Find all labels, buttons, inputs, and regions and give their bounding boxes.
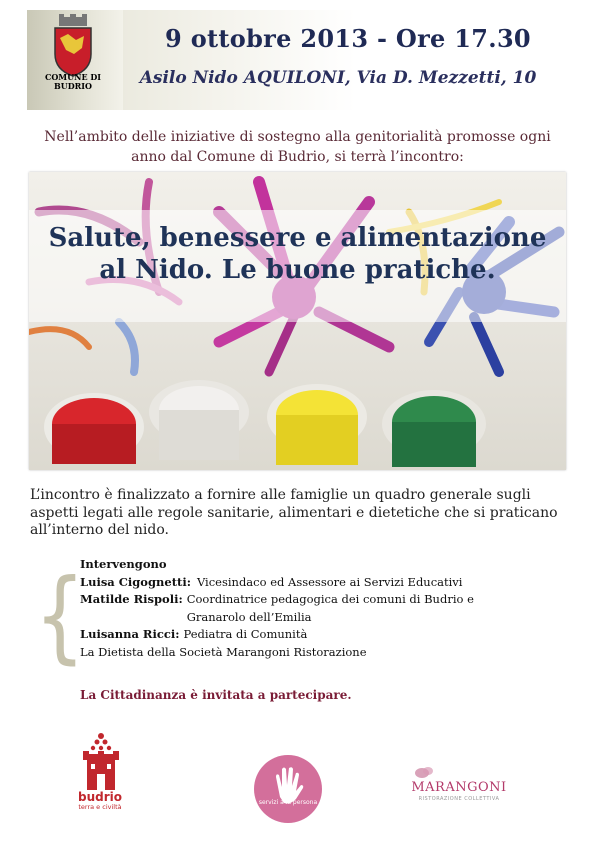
brace-decoration: { [34,557,86,674]
speaker-role: Vicesindaco ed Assessore ai Servizi Educativi [196,574,463,589]
event-venue: Asilo Nido AQUILONI, Via D. Mezzetti, 10 [139,68,537,88]
intro-text: Nell’ambito delle iniziative di sostegno alla genitorialità promosse ogni anno dal Comune di Budrio, si terrà l’incontro: [44,129,551,165]
banner-image [29,172,566,470]
speaker-row [80,574,560,592]
speakers-heading: Intervengono [80,557,167,571]
event-date-time: 9 ottobre 2013 - Ore 17.30 [165,24,531,53]
crest-label: COMUNE DI BUDRIO [44,72,102,91]
servizi-persona-logo [254,755,322,823]
event-title-line1: Salute, benessere e alimentazione [48,223,547,253]
speaker-role: La Dietista della Società Marangoni Ristorazione [80,644,367,659]
speaker-row [80,644,560,662]
event-title-line2: al Nido. Le buone pratiche. [99,255,496,285]
hand-icon [254,755,322,823]
servizi-logo-text: servizi a la persona [258,799,318,806]
speaker-role: Coordinatrice pedagogica dei comuni di Budrio e Granarolo dell’Emilia [186,592,474,624]
marangoni-logo-text: MARANGONI [411,780,507,795]
speaker-name: Luisa Cigognetti: [80,574,191,589]
speaker-role: Pediatra di Comunità [183,627,308,641]
event-description: L’incontro è finalizzato a fornire alle famiglie un quadro generale sugli aspetti legati alle regole sanitarie, alimentari e dietetiche che si praticano all’interno del nido. [30,487,558,538]
speaker-name: Luisanna Ricci: [80,627,180,641]
event-title [29,222,566,286]
budrio-logo-subtext: terra e civiltà [78,803,122,811]
speaker-row [80,626,560,644]
invitation-text: La Cittadinanza è invitata a partecipare. [80,688,352,702]
marangoni-logo-subtext: RISTORAZIONE COLLETTIVA [418,796,500,802]
speaker-name: Matilde Rispoli: [80,592,183,606]
budrio-logo-text: budrio [78,790,122,804]
speaker-row [80,591,560,626]
speakers-block [80,556,560,661]
